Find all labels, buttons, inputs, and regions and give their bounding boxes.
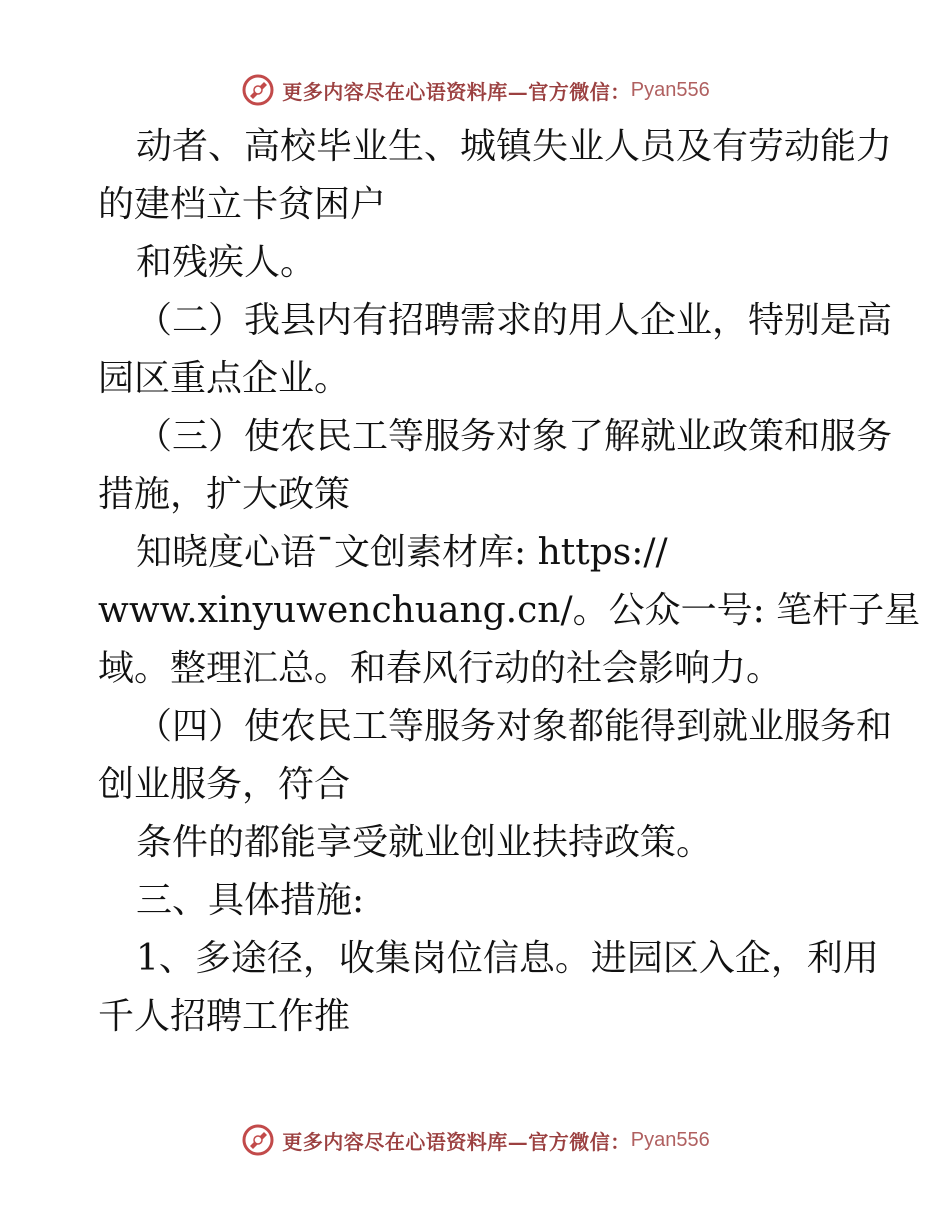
footer-watermark	[0, 1118, 950, 1162]
header-text: 更多内容尽在心语资料库—官方微信：	[282, 79, 631, 104]
text-line: 园区重点企业。	[98, 358, 351, 399]
pen-swirl-logo-icon	[240, 1122, 276, 1158]
text-line: 千人招聘工作推	[98, 996, 351, 1037]
text-line: （四）使农民工等服务对象都能得到就业服务和	[136, 706, 893, 747]
header-wechat-id: Pyan556	[630, 78, 710, 101]
text-line: （二）我县内有招聘需求的用人企业，特别是高	[136, 300, 893, 341]
text-line: （三）使农民工等服务对象了解就业政策和服务	[136, 416, 893, 457]
text-line: www.xinyuwenchuang.cn/。公众一号: 笔杆子星	[98, 590, 921, 631]
text-line: 创业服务，符合	[98, 764, 351, 805]
footer-wechat-id: Pyan556	[630, 1128, 710, 1151]
footer-text: 更多内容尽在心语资料库—官方微信：	[282, 1129, 631, 1154]
text-line: 条件的都能享受就业创业扶持政策。	[136, 822, 713, 863]
text-line: 三、具体措施:	[136, 880, 365, 921]
pen-swirl-logo-icon	[240, 72, 276, 108]
document-body	[98, 118, 921, 1046]
text-line: 的建档立卡贫困户	[98, 184, 387, 225]
text-line: 动者、高校毕业生、城镇失业人员及有劳动能力	[136, 126, 893, 167]
text-line: 1、多途径，收集岗位信息。进园区入企，利用	[136, 938, 879, 979]
header-watermark	[0, 68, 950, 112]
text-line: 措施，扩大政策	[98, 474, 351, 515]
text-line: 知晓度心语¯文创素材库: https://	[136, 532, 668, 573]
text-line: 域。整理汇总。和春风行动的社会影响力。	[98, 648, 783, 689]
text-line: 和残疾人。	[136, 242, 317, 283]
